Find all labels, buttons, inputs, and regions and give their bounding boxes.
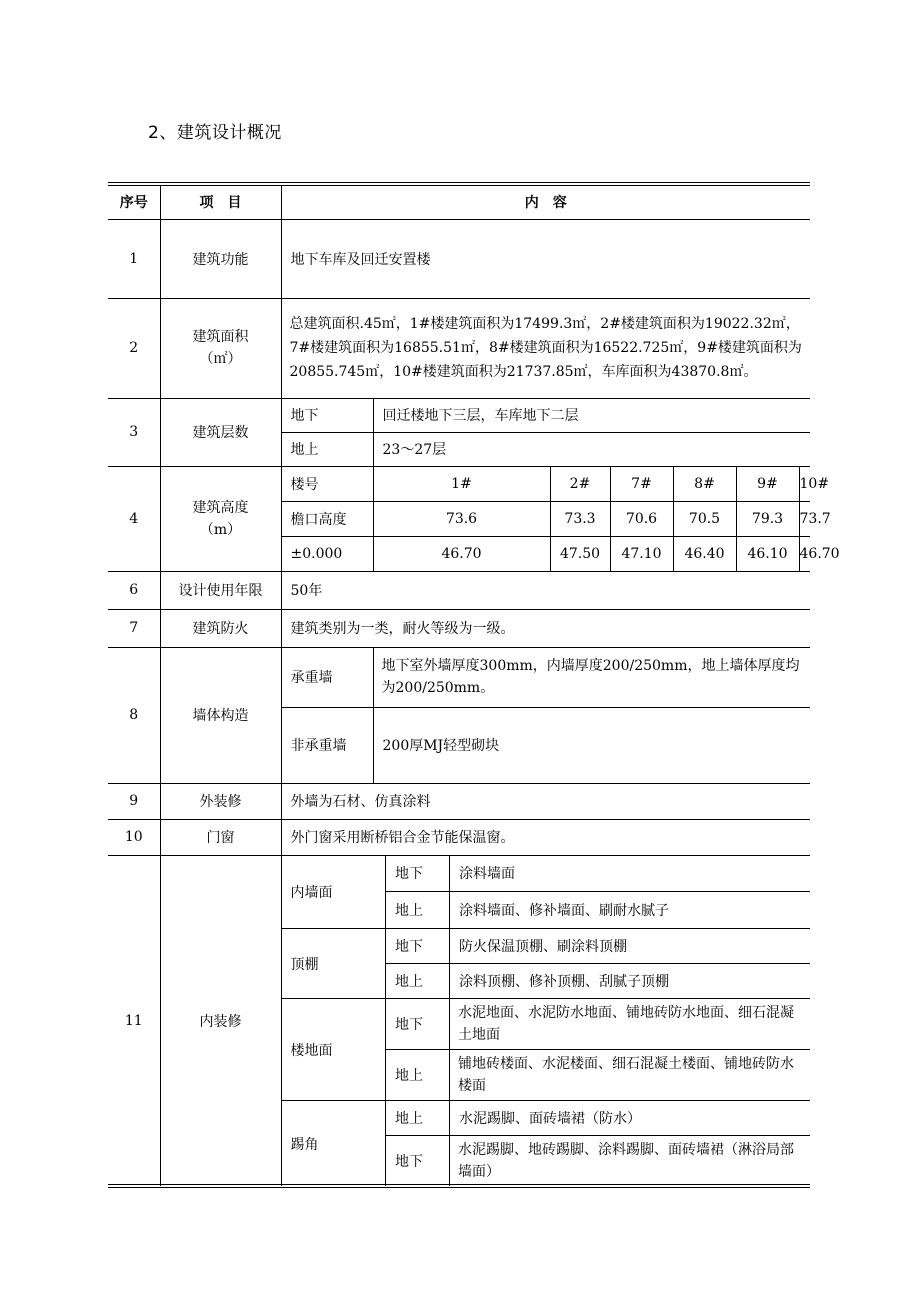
building-number: 7# [610, 466, 673, 501]
row-item-line1: 建筑高度 [192, 499, 249, 516]
finish-value: 水泥踢脚、地砖踢脚、涂料踢脚、面砖墙裙（淋浴局部墙面） [450, 1136, 811, 1187]
interior-finish-detail [281, 855, 810, 1186]
row-no: 11 [108, 855, 160, 1186]
building-number: 8# [673, 466, 736, 501]
sub-value: 地下室外墙厚度300mm，内墙厚度200/250mm，地上墙体厚度均为200/250mm。 [373, 647, 810, 707]
sub-label: 地下 [281, 398, 373, 432]
finish-row [282, 999, 811, 1050]
row-interior-finish [108, 855, 810, 1186]
finish-value: 水泥地面、水泥防水地面、铺地砖防水地面、细石混凝土地面 [450, 999, 811, 1050]
finish-group-name: 顶棚 [282, 929, 386, 999]
row-doors-windows [108, 819, 810, 855]
eave-height: 73.7 [799, 501, 810, 536]
zero-level: 46.70 [373, 536, 550, 571]
row-floors-underground [108, 398, 810, 432]
finish-value: 涂料墙面 [450, 856, 811, 892]
header-content: 内 容 [281, 186, 810, 219]
row-item: 墙体构造 [160, 647, 281, 783]
row-content: 地下车库及回迁安置楼 [281, 219, 810, 298]
row-service-life [108, 571, 810, 609]
table-bottom-rule [108, 1184, 810, 1188]
sub-label: 地上 [281, 432, 373, 466]
row-item: 门窗 [160, 819, 281, 855]
eave-height: 79.3 [736, 501, 799, 536]
row-no: 4 [108, 466, 160, 571]
row-content: 50年 [281, 571, 810, 609]
finish-value: 涂料墙面、修补墙面、刷耐水腻子 [450, 892, 811, 929]
row-height-building-numbers [108, 466, 810, 501]
row-item: 设计使用年限 [160, 571, 281, 609]
zero-level: 46.40 [673, 536, 736, 571]
section-heading: 2、建筑设计概况 [148, 123, 282, 143]
finish-row [282, 856, 811, 892]
header-item: 项 目 [160, 186, 281, 219]
finish-location: 地下 [386, 1136, 450, 1187]
sub-label: 楼号 [281, 466, 373, 501]
sub-label: ±0.000 [281, 536, 373, 571]
eave-height: 73.3 [550, 501, 610, 536]
row-content: 建筑类别为一类，耐火等级为一级。 [281, 609, 810, 647]
row-exterior-finish [108, 783, 810, 819]
row-item-line2: （㎡） [199, 351, 242, 367]
building-number: 9# [736, 466, 799, 501]
row-content: 外墙为石材、仿真涂料 [281, 783, 810, 819]
row-item [160, 298, 281, 398]
sub-label: 非承重墙 [281, 707, 373, 783]
row-no: 6 [108, 571, 160, 609]
header-seq: 序号 [108, 186, 160, 219]
row-item: 建筑防火 [160, 609, 281, 647]
row-item: 建筑功能 [160, 219, 281, 298]
building-number: 10# [799, 466, 810, 501]
row-item [160, 466, 281, 571]
row-item-line1: 建筑面积 [192, 329, 249, 345]
row-function [108, 219, 810, 298]
zero-level: 46.10 [736, 536, 799, 571]
sub-label: 承重墙 [281, 647, 373, 707]
row-item: 外装修 [160, 783, 281, 819]
finish-group-name: 楼地面 [282, 999, 386, 1101]
finish-location: 地上 [386, 1101, 450, 1136]
finish-group-name: 踢角 [282, 1101, 386, 1187]
building-overview-table [108, 186, 840, 1186]
finish-location: 地下 [386, 999, 450, 1050]
finish-value: 涂料顶棚、修补顶棚、刮腻子顶棚 [450, 964, 811, 999]
finish-row [282, 929, 811, 964]
sub-value: 200厚MJ轻型砌块 [373, 707, 810, 783]
row-no: 8 [108, 647, 160, 783]
building-number: 1# [373, 466, 550, 501]
row-no: 3 [108, 398, 160, 466]
row-item-line2: （m） [199, 521, 242, 538]
zero-level: 47.50 [550, 536, 610, 571]
row-no: 2 [108, 298, 160, 398]
row-no: 9 [108, 783, 160, 819]
row-area [108, 298, 810, 398]
building-number: 2# [550, 466, 610, 501]
row-no: 1 [108, 219, 160, 298]
finish-location: 地上 [386, 1050, 450, 1101]
row-item: 建筑层数 [160, 398, 281, 466]
sub-value: 回迁楼地下三层，车库地下二层 [373, 398, 810, 432]
sub-value: 23～27层 [373, 432, 810, 466]
finish-location: 地上 [386, 892, 450, 929]
eave-height: 70.6 [610, 501, 673, 536]
finish-row [282, 1101, 811, 1136]
zero-level: 47.10 [610, 536, 673, 571]
eave-height: 73.6 [373, 501, 550, 536]
zero-level: 46.70 [799, 536, 810, 571]
finish-value: 铺地砖楼面、水泥楼面、细石混凝土楼面、铺地砖防水楼面 [450, 1050, 811, 1101]
row-item: 内装修 [160, 855, 281, 1186]
header-row [108, 186, 810, 219]
sub-label: 檐口高度 [281, 501, 373, 536]
eave-height: 70.5 [673, 501, 736, 536]
row-content: 总建筑面积.45㎡，1#楼建筑面积为17499.3㎡，2#楼建筑面积为19022.32㎡，7#楼建筑面积为16855.51㎡，8#楼建筑面积为16522.725㎡，9#楼建筑面积为20855.745㎡，10#楼建筑面积为21737.85㎡，车库面积为43870.8㎡。 [281, 298, 810, 398]
interior-finish-table [282, 856, 811, 1187]
finish-group-name: 内墙面 [282, 856, 386, 929]
finish-location: 地上 [386, 964, 450, 999]
row-wall-bearing [108, 647, 810, 707]
finish-value: 防火保温顶棚、刷涂料顶棚 [450, 929, 811, 964]
row-fire [108, 609, 810, 647]
row-no: 7 [108, 609, 160, 647]
finish-value: 水泥踢脚、面砖墙裙（防水） [450, 1101, 811, 1136]
finish-location: 地下 [386, 929, 450, 964]
row-content: 外门窗采用断桥铝合金节能保温窗。 [281, 819, 810, 855]
finish-location: 地下 [386, 856, 450, 892]
row-no: 10 [108, 819, 160, 855]
